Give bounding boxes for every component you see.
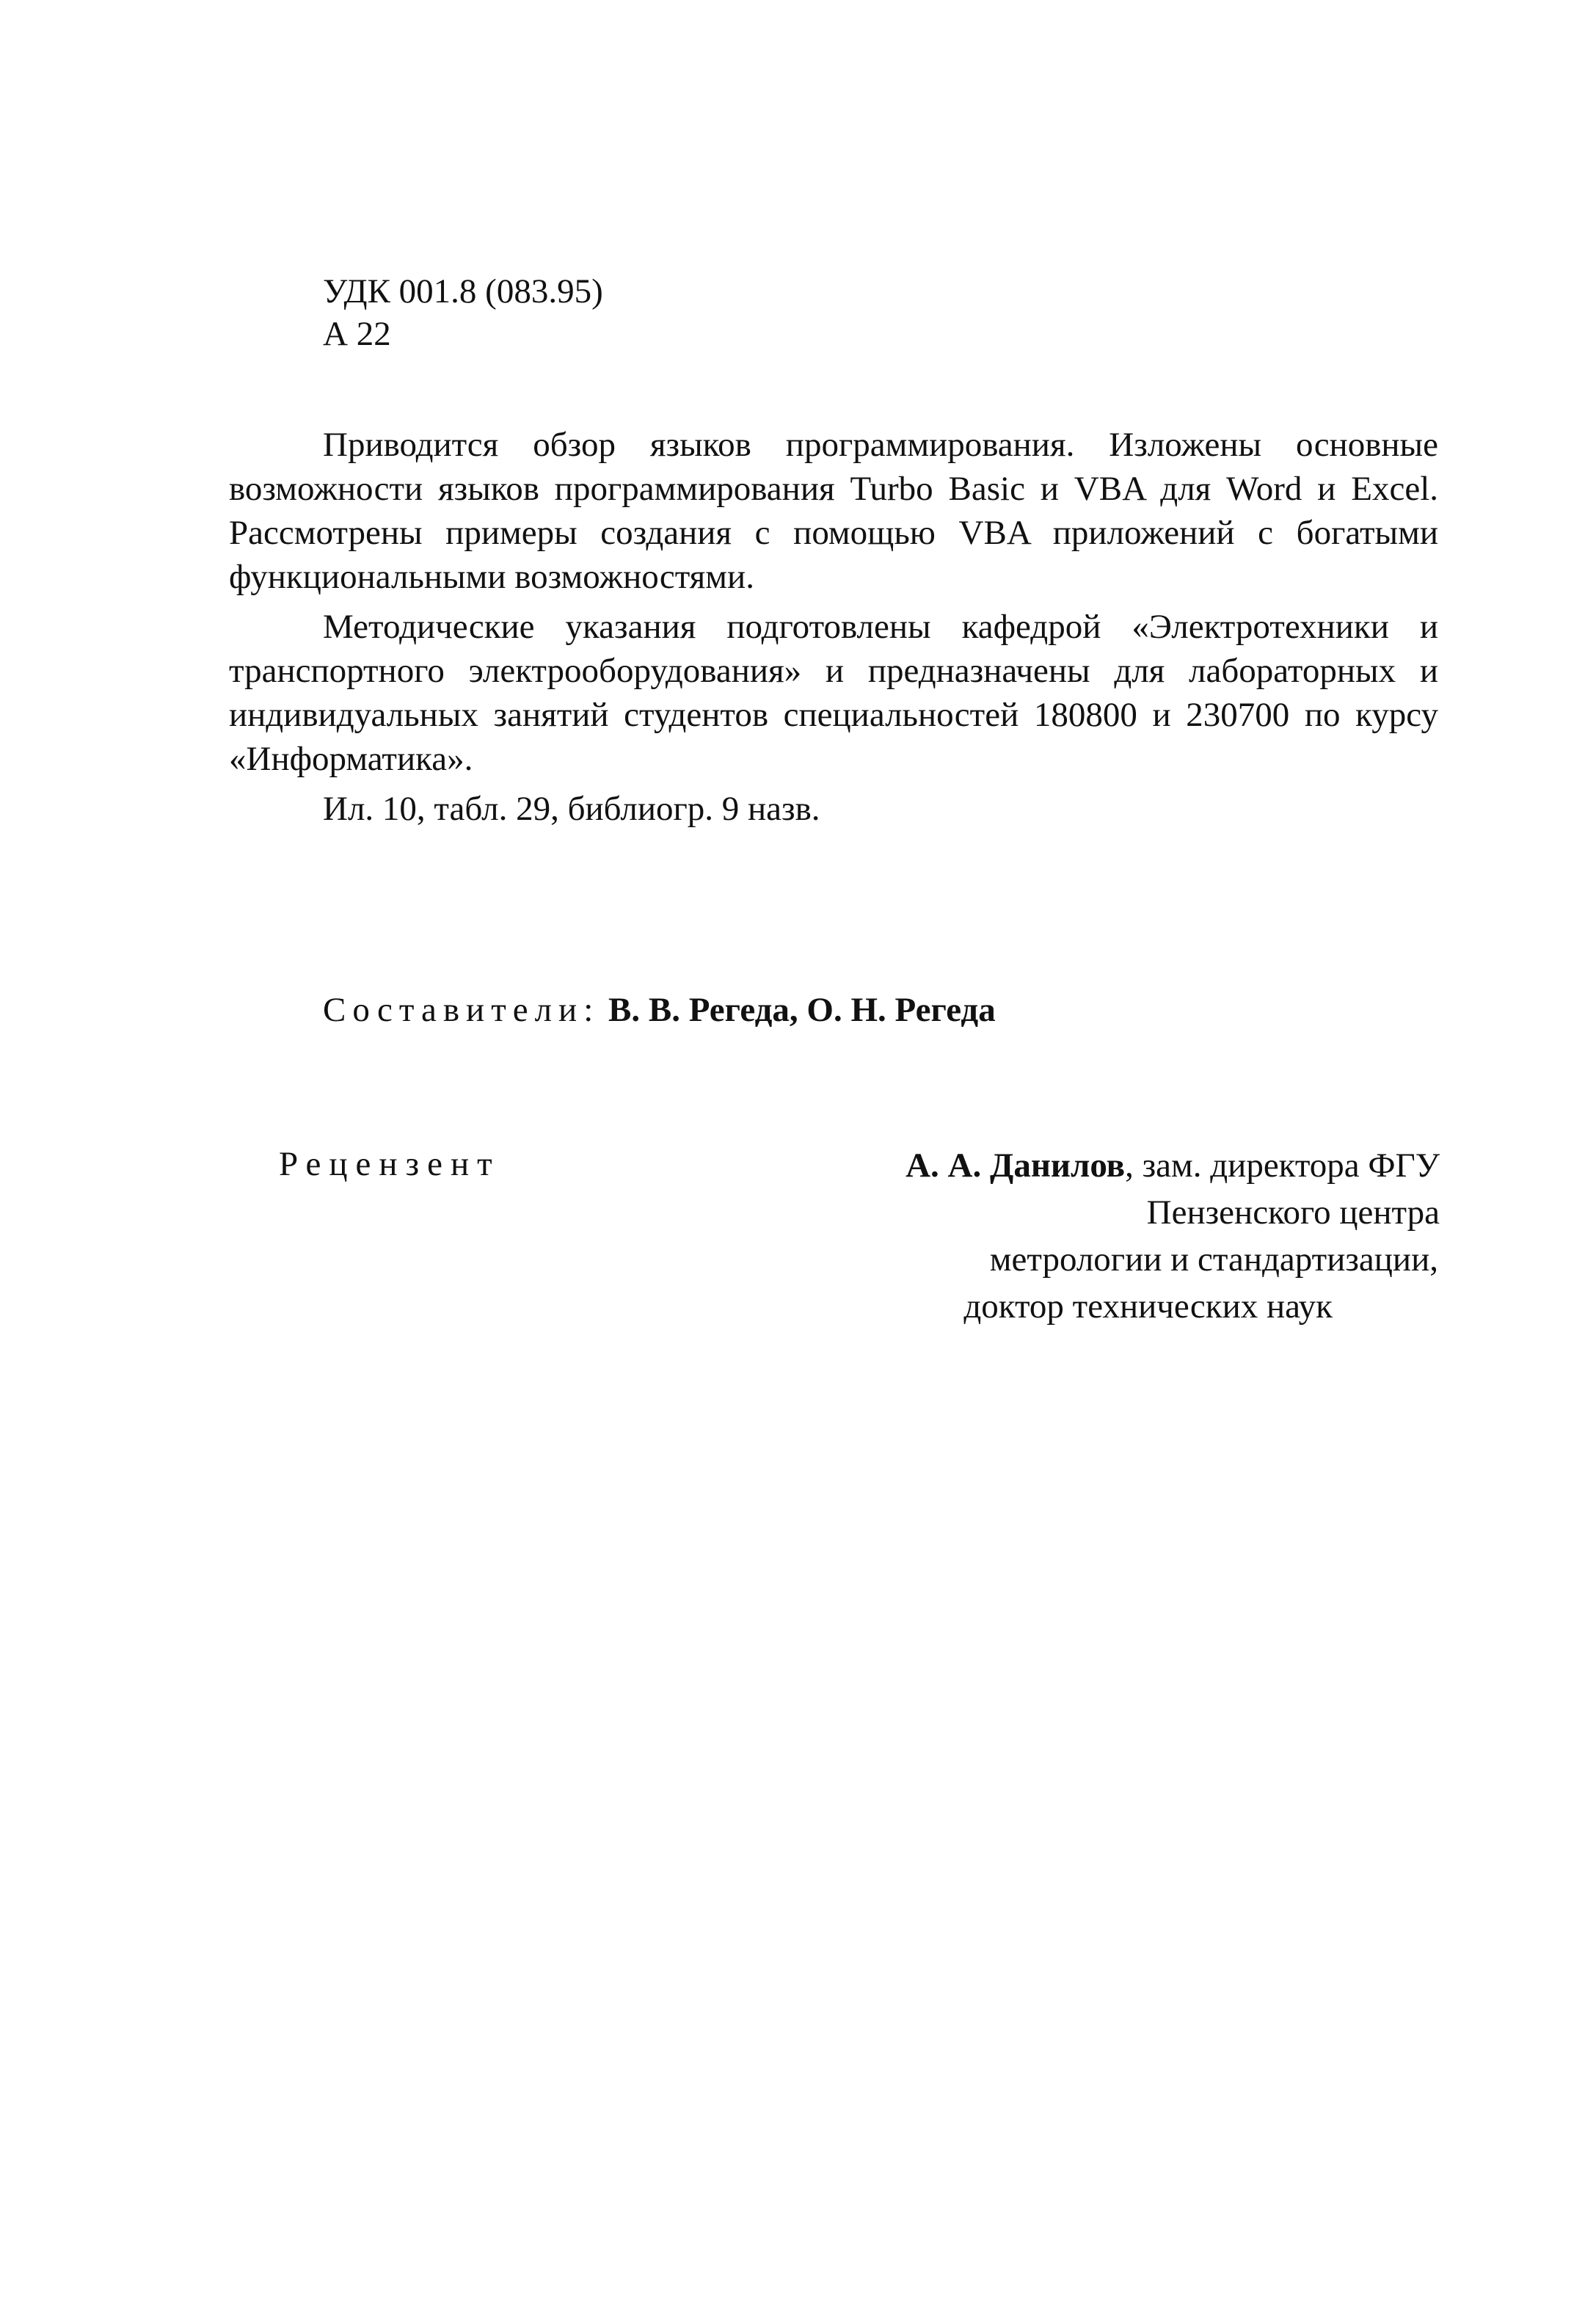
reviewer-details	[807, 1142, 1440, 1330]
abstract-paragraph: Методические указания подготовлены кафедрой «Электротехники и транспортного электрооборудования» и предназначены для лабораторных и индивидуальных занятий студентов специальностей 180800 и 230700 по курсу «Информатика».	[229, 608, 1438, 778]
udk-code: УДК 001.8 (083.95)	[323, 272, 603, 310]
classification-block	[323, 270, 603, 355]
reviewer-name: А. А. Данилов	[906, 1146, 1126, 1185]
compilers-label: Составители:	[323, 991, 600, 1029]
reviewer-organization-cont: метрологии и стандартизации,	[989, 1240, 1438, 1279]
illustrations-note: Ил. 10, табл. 29, библиогр. 9 назв.	[323, 790, 820, 828]
reviewer-line	[807, 1142, 1440, 1189]
library-code: А 22	[323, 315, 391, 353]
reviewer-degree: доктор технических наук	[963, 1287, 1333, 1326]
reviewer-position: , зам. директора ФГУ	[1125, 1146, 1440, 1185]
abstract-paragraph: Приводится обзор языков программирования. Изложены основные возможности языков программирования Turbo Basic и VBA для Word и Excel. Рассмотрены примеры создания с помощью VBA приложений с богатыми функциональными возможностями.	[229, 426, 1438, 596]
reviewer-organization: Пензенского центра	[1146, 1193, 1440, 1232]
reviewer-label: Рецензент	[279, 1145, 500, 1183]
compilers-names: В. В. Регеда, О. Н. Регеда	[608, 991, 996, 1029]
abstract	[229, 423, 1438, 837]
compilers-line	[323, 988, 996, 1032]
